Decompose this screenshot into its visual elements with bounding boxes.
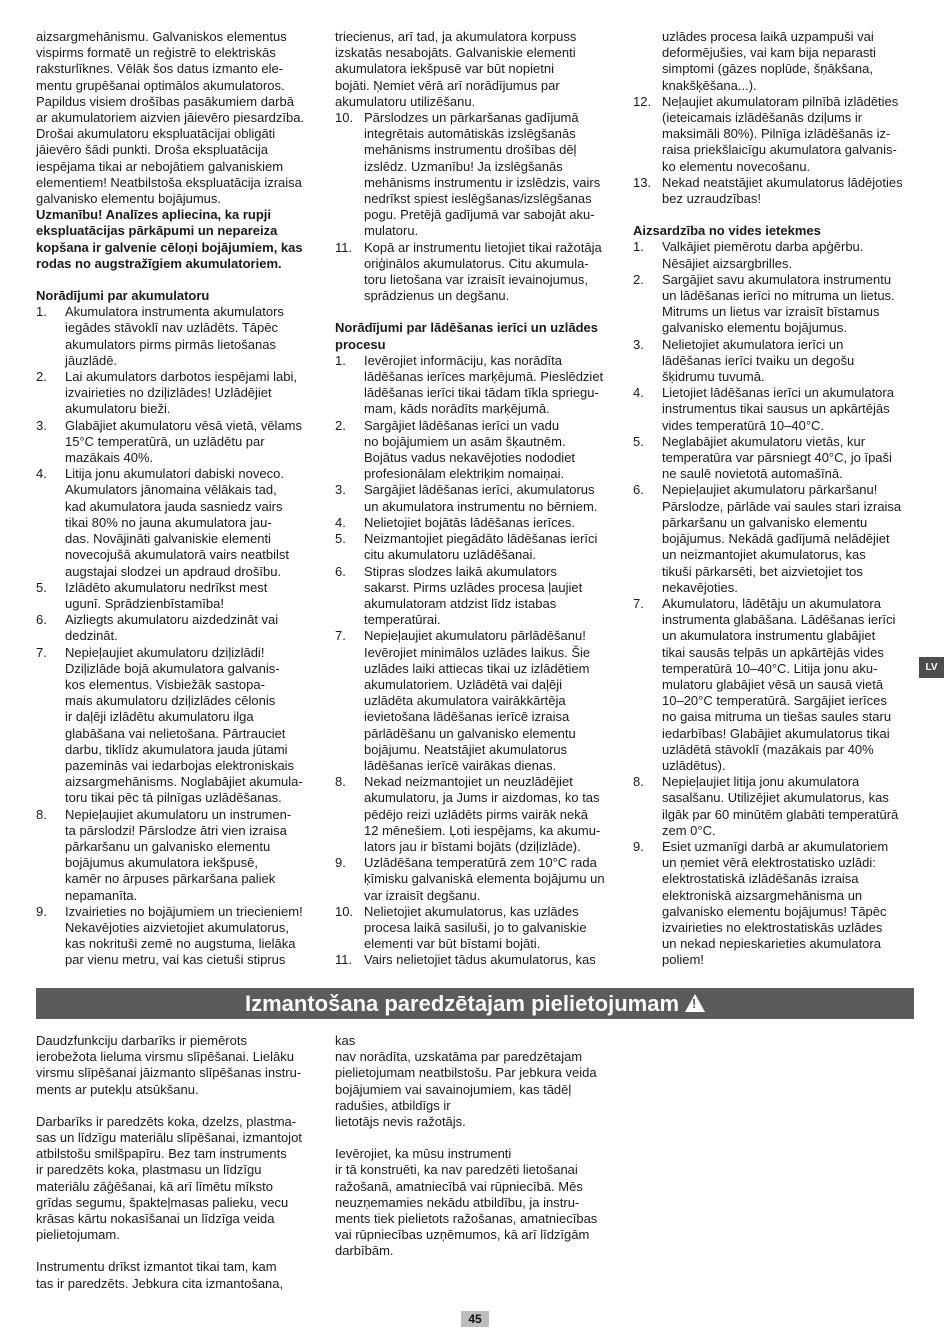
text-line: mais akumulatoru dziļizlādes cēlonis [65, 693, 276, 709]
text-line: ne saulē novietotā automašīnā. [662, 466, 843, 482]
charger-instructions-list [335, 353, 620, 969]
text-line: galvanisko elementu bojājumus. [662, 320, 847, 336]
language-tab: LV [919, 657, 944, 678]
list-item [335, 564, 620, 629]
list-item [633, 774, 915, 839]
text-line: ekspluatācijas pārkāpumi un nepareiza [36, 223, 278, 239]
text-line: zem 0°C. [662, 822, 716, 838]
text-line: Mitrums un lietus var izraisīt bīstamus [662, 304, 880, 320]
text-line: vai rūpniecības uzņēmumos, kā arī līdzīgām [335, 1227, 590, 1243]
list-item [36, 369, 319, 418]
list-item-number: 5. [36, 579, 47, 595]
text-line: ugunī. Sprādzienbīstamība! [65, 595, 224, 611]
text-line: Izlādēto akumulatoru nedrīkst mest [65, 579, 268, 595]
text-line: grīdas segumu, špakteļmasas palieku, vecu [36, 1194, 289, 1210]
list-item [335, 628, 620, 774]
text-line: Nēsājiet aizsargbrilles. [662, 255, 793, 271]
text-line: lietotājs nevis ražotājs. [335, 1114, 466, 1130]
text-line: elektrostatiskā izlādēšanās izraisa [662, 871, 859, 887]
intended-use-paragraph-3 [36, 1259, 319, 1291]
intended-use-paragraph-1 [36, 1033, 319, 1098]
list-item-number: 7. [335, 628, 346, 644]
text-line: bojājumus akumulatora iekšpusē, [65, 855, 258, 871]
text-line: Instrumentu drīkst izmantot tikai tam, kam [36, 1259, 277, 1275]
text-line: Nelietojiet bojātās lādēšanas ierīces. [364, 514, 576, 530]
text-line: aizsargmehānismu. Galvaniskos elementus [36, 29, 287, 44]
list-item [335, 515, 620, 531]
section-banner [36, 988, 914, 1019]
text-line: ar akumulatoriem aizvien jāievēro piesardzība. [36, 110, 305, 126]
list-item-number: 6. [36, 612, 47, 628]
list-item-number: 6. [335, 563, 346, 579]
text-line: šķidrumu tuvumā. [662, 369, 765, 385]
text-line: Esiet uzmanīgi darbā ar akumulatoriem [662, 838, 889, 854]
text-line: sasalšanu. Utilizējiet akumulatorus, kas [662, 790, 889, 806]
list-item [36, 580, 319, 612]
list-item [335, 774, 620, 855]
text-line: nekavējoties. [662, 579, 738, 595]
text-line: Kopā ar instrumentu lietojiet tikai ražotāja [364, 239, 602, 255]
text-line: Nepieļaujiet akumulatoru pārkaršanu! [662, 482, 878, 498]
environment-protection-heading: Aizsardzība no vides ietekmes [633, 223, 821, 239]
list-item [633, 239, 915, 271]
text-line: iedarbības! Glabājiet akumulatorus tikai [662, 725, 890, 741]
text-line: kos elementus. Visbiežāk sastopa- [65, 676, 265, 692]
text-line: bojājumus. Nekādā gadījumā nelādējiet [662, 531, 890, 547]
list-item-number: 7. [36, 644, 47, 660]
list-item-number: 7. [633, 595, 644, 611]
list-item [36, 304, 319, 369]
text-line: uzlādēta akumulatora vairākkārtēja [364, 693, 566, 709]
list-item [633, 482, 915, 595]
text-line: jāievēro šādi punkti. Droša ekspluatācija [36, 142, 268, 158]
text-line: neuzņemamies nekādu atbildību, ja instru- [335, 1194, 580, 1210]
text-line: akumulatoru bieži. [65, 401, 171, 417]
intended-use-right [335, 1033, 620, 1260]
text-line: iegādes stāvoklī nav uzlādēts. Tāpēc [65, 320, 278, 336]
text-line: Akumulatoru, lādētāju un akumulatora [662, 595, 881, 611]
text-line: un akumulatora instrumentu glabājiet [662, 628, 876, 644]
text-line: akumulatoru utilizēšanu. [335, 93, 476, 109]
text-line: bojājumu. Neatstājiet akumulatorus [364, 741, 568, 757]
text-line: augstajai slodzei un apdraud drošību. [65, 563, 282, 579]
text-line: uzlādes procesa laikā uzpampuši vai [662, 29, 874, 44]
text-line: izvairieties no dziļizlādes! Uzlādējiet [65, 385, 272, 401]
text-line: Sargājiet lādēšanas ierīci, akumulatorus [364, 482, 595, 498]
list-item [633, 839, 915, 969]
text-line: akumulatoram atdzist līdz istabas [364, 595, 557, 611]
list-item [335, 855, 620, 904]
text-line: mehānisms instrumentu drošības dēļ [364, 142, 577, 158]
page-number: 45 [461, 1311, 489, 1327]
text-line: no gaisa mitruma un tiešas saules staru [662, 709, 892, 725]
text-line: un akumulatora instrumentu no bērniem. [364, 498, 598, 514]
list-item [335, 110, 620, 240]
text-line: nepamanīta. [65, 887, 138, 903]
text-line: simptomi (gāzes noplūde, šņākšana, [662, 61, 874, 77]
text-line: procesu [335, 336, 386, 352]
text-line: instrumenta glabāšana. Lādēšanas ierīci [662, 612, 896, 628]
column-right [633, 29, 915, 969]
continued-paragraph [335, 29, 620, 110]
text-line: un lādēšanas ierīci no mitruma un lietus. [662, 288, 895, 304]
text-line: (ieteicamais izlādēšanās dziļums ir [662, 110, 863, 126]
text-line: integrētais automātiskās izslēgšanās [364, 126, 576, 142]
text-line: Ievērojiet informāciju, kas norādīta [364, 352, 562, 368]
text-line: aizsargmehānisms. Noglabājiet akumula- [65, 774, 303, 790]
charger-instructions-list-cont [633, 94, 915, 207]
text-line: materiālu zāģēšanai, kā arī līmētu mīksto [36, 1178, 273, 1194]
text-line: uzlādētā stāvoklī (mazākais par 40% [662, 741, 874, 757]
list-item [633, 596, 915, 774]
text-line: ments ar putekļu atsūkšanu. [36, 1081, 199, 1097]
text-line: ražošanā, amatniecībā vai rūpniecībā. Mēs [335, 1178, 583, 1194]
text-line: lādēšanas ierīcē vairākas dienas. [364, 757, 557, 773]
warning-paragraph [36, 207, 319, 272]
text-line: vides temperatūrā 10–40°C. [662, 417, 825, 433]
text-line: raksturlīknes. Vēlāk šos datus izmanto ele- [36, 61, 284, 77]
text-line: Nepieļaujiet akumulatoru un instrumen- [65, 806, 292, 822]
text-line: procesa laikā sasiluši, jo to galvaniskie [364, 919, 587, 935]
text-line: pielietojumam. [36, 1227, 120, 1243]
list-item [36, 418, 319, 467]
list-item-number: 11. [335, 239, 353, 255]
list-item-number: 10. [335, 110, 354, 126]
text-line: 10–20°C temperatūrā. Sargājiet ierīces [662, 693, 887, 709]
text-line: akumulatora iekšpusē var būt nopietni [335, 61, 554, 77]
text-line: izslēdz. Uzmanību! Ja izslēgšanās [364, 158, 563, 174]
list-item-number: 1. [335, 352, 346, 368]
text-line: bojājumiem vai savainojumiem, kas tādēļ [335, 1081, 572, 1097]
text-line: Glabājiet akumulatoru vēsā vietā, vēlams [65, 417, 303, 433]
text-line: das. Novājināti galvaniskie elementi [65, 531, 271, 547]
text-line: kas nokrituši zemē no augstuma, lielāka [65, 936, 296, 952]
text-line: Pārslodze, pārlāde vai saules stari izraisa [662, 498, 902, 514]
text-line: kas [335, 1033, 356, 1048]
list-item [633, 272, 915, 337]
text-line: 12 mēnešiem. Ļoti iespējams, ka akumu- [364, 822, 601, 838]
text-line: Uzmanību! Analīzes apliecina, ka rupji [36, 207, 272, 223]
text-line: uzlādētus). [662, 757, 726, 773]
intended-use-paragraph-4 [335, 1033, 620, 1130]
text-line: jāuzlādē. [65, 352, 118, 368]
column-left [36, 29, 319, 969]
list-item [335, 353, 620, 418]
text-line: uzlādes laiki attiecas tikai uz izlādētiem [364, 660, 590, 676]
list-item-number: 4. [335, 514, 346, 530]
text-line: lators jau ir bīstami bojāts (dziļizlāde). [364, 838, 581, 854]
text-line: Vairs nelietojiet tādus akumulatorus, kas [364, 952, 596, 968]
text-line: kamēr no ārpuses pārkaršana paliek [65, 871, 276, 887]
text-line: tikai sausās telpās un apkārtējās vides [662, 644, 884, 660]
list-item [633, 434, 915, 483]
text-line: Izvairieties no bojājumiem un triecieniem! [65, 903, 303, 919]
text-line: Nepieļaujiet akumulatoru dziļizlādi! [65, 644, 265, 660]
list-item [335, 240, 620, 305]
text-line: radušies, atbildīgs ir [335, 1097, 451, 1113]
text-line: pazeminās vai iedarbojas elektroniskais [65, 757, 295, 773]
text-line: Nepieļaujiet litija jonu akumulatora [662, 774, 860, 790]
text-line: krāsas kārtu nokasīšanai un līdzīga veida [36, 1211, 275, 1227]
text-line: Papildus visiem drošības pasākumiem darbā [36, 93, 294, 109]
text-line: lādēšanas ierīci tvaiku un degošu [662, 352, 855, 368]
list-item-number: 8. [36, 806, 47, 822]
text-line: toru lietošana var izraisīt ievainojumus, [364, 272, 588, 288]
text-line: instrumentus tikai sausus un apkārtējās [662, 401, 890, 417]
list-item [36, 645, 319, 807]
text-line: galvanisko elementu bojājumus. [36, 191, 221, 207]
text-line: maksimāli 80%). Pilnīga izlādēšanās iz- [662, 126, 891, 142]
text-line: raisa priekšlaicīgu akumulatora galvanis- [662, 142, 897, 158]
text-line: temperatūra var pārsniegt 40°C, jo īpaši [662, 450, 892, 466]
text-line: novecojušā akumulatorā vairs neatbilst [65, 547, 290, 563]
list-item [36, 612, 319, 644]
list-item-number: 12. [633, 93, 652, 109]
text-line: vispirms formatē un reģistrē to elektriskās [36, 45, 276, 61]
text-line: mentu grupēšanai optimālos akumulatoros. [36, 77, 285, 93]
text-line: var izraisīt degšanu. [364, 887, 481, 903]
list-item-number: 3. [36, 417, 47, 433]
text-line: galvanisko elementu bojājumus! Tāpēc [662, 903, 887, 919]
text-line: Akumulators jānomaina vēlākais tad, [65, 482, 277, 498]
text-line: pielietojumam neatbilstošu. Par jebkura veida [335, 1065, 597, 1081]
text-line: sakarst. Pirms uzlādes procesa ļaujiet [364, 579, 583, 595]
text-line: par vienu metru, vai kas cietuši stiprus [65, 952, 286, 968]
text-line: mazākais 40%. [65, 450, 154, 466]
text-line: Nepieļaujiet akumulatoru pārlādēšanu! [364, 628, 586, 644]
text-line: mulatoru. [364, 223, 419, 239]
text-line: Nekad neizmantojiet un neuzlādējiet [364, 774, 573, 790]
intended-use-left [36, 1033, 319, 1292]
list-item [36, 807, 319, 904]
text-line: Sargājiet savu akumulatora instrumentu [662, 271, 892, 287]
text-line: atbilstošu smilšpapīru. Bez tam instruments [36, 1146, 287, 1162]
list-item-number: 11. [335, 952, 353, 968]
text-line: elektroniskā aizsargmehānisma un [662, 887, 863, 903]
text-line: Nelietojiet akumulatorus, kas uzlādes [364, 903, 579, 919]
list-item-number: 5. [633, 433, 644, 449]
text-line: akumulatoriem. Uzlādētā vai daļēji [364, 676, 562, 692]
text-line: kopšana ir galvenie cēloņi bojājumiem, kas [36, 239, 303, 255]
text-line: Drošai akumulatoru ekspluatācijai obligāti [36, 126, 276, 142]
text-line: Nekavējoties aizvietojiet akumulatorus, [65, 919, 289, 935]
text-line: tas ir paredzēts. Jebkura cita izmantošana, [36, 1275, 284, 1291]
text-line: ir daļēji izlādētu akumulatoru ilga [65, 709, 254, 725]
text-line: bojāti. Ņemiet vērā arī norādījumus par [335, 77, 560, 93]
intended-use-paragraph-2 [36, 1114, 319, 1244]
list-item-number: 3. [633, 336, 644, 352]
text-line: glabāšana vai nelietošana. Pārtrauciet [65, 725, 286, 741]
text-line: Stipras slodzes laikā akumulators [364, 563, 557, 579]
list-item-number: 2. [633, 271, 644, 287]
text-line: Valkājiet piemērotu darba apģērbu. [662, 239, 864, 255]
text-line: ir paredzēts koka, plastmasu un līdzīgu [36, 1162, 262, 1178]
text-line: profesionālam elektriķim nomaiņai. [364, 466, 565, 482]
text-line: rodas no augstražīgiem akumulatoriem. [36, 255, 282, 271]
text-line: izvairieties no elektrostatiskās uzlādes [662, 919, 883, 935]
list-item-number: 6. [633, 482, 644, 498]
text-line: un ņemiet vērā elektrostatisko uzlādi: [662, 855, 876, 871]
warning-triangle-icon [685, 994, 705, 1012]
text-line: no bojājumiem un asām šķautnēm. [364, 433, 566, 449]
text-line: sprādzienus un degšanu. [364, 288, 510, 304]
list-item-number: 5. [335, 531, 346, 547]
text-line: un nekad nepieskarieties akumulatora [662, 936, 881, 952]
text-line: lādēšanas ierīces marķējumā. Pieslēdziet [364, 369, 604, 385]
text-line: nedrīkst spiest ieslēgšanas/izslēgšanas [364, 191, 592, 207]
charger-instructions-heading [335, 320, 620, 352]
list-item-number: 9. [36, 903, 47, 919]
list-item [36, 904, 319, 969]
list-item-number: 10. [335, 903, 354, 919]
text-line: dedzināt. [65, 628, 118, 644]
text-line: Neizmantojiet piegādāto lādēšanas ierīci [364, 531, 598, 547]
text-line: knakšķēšana...). [662, 77, 757, 93]
list-item-number: 8. [633, 774, 644, 790]
text-line: elementiem! Neatbilstoša ekspluatācija izraisa [36, 174, 302, 190]
list-item [335, 952, 620, 968]
text-line: toru tikai pēc tā pilnīgas uzlādēšanas. [65, 790, 282, 806]
text-line: kad akumulatora jauda sasniedz vairs [65, 498, 283, 514]
text-line: pārkaršanu un galvanisko elementu [662, 514, 868, 530]
list-item [335, 531, 620, 563]
text-line: ķīmisku galvaniskā elementa bojājumu un [364, 871, 605, 887]
text-line: Ievērojiet minimālos uzlādes laikus. Šie [364, 644, 591, 660]
text-line: pārlādēšanu un galvanisko elementu [364, 725, 576, 741]
text-line: lādēšanas ierīci tikai tādam tīkla spriegu- [364, 385, 599, 401]
text-line: tikai 80% no jauna akumulatora jau- [65, 514, 272, 530]
text-line: iespējama tikai ar nebojātiem galvaniskiem [36, 158, 284, 174]
text-line: ko elementu novecošanu. [662, 158, 811, 174]
list-item-number: 1. [633, 239, 644, 255]
text-line: Bojātus vadus nekavējoties nododiet [364, 450, 576, 466]
list-item-number: 4. [633, 385, 644, 401]
text-line: ierobežota lieluma virsmu slīpēšanai. Lielāku [36, 1049, 294, 1065]
list-item-number: 3. [335, 482, 346, 498]
text-line: temperatūrā 10–40°C. Litija jonu aku- [662, 660, 878, 676]
text-line: akumulators pirms pirmās lietošanas [65, 336, 276, 352]
text-line: nav norādīta, uzskatāma par paredzētajam [335, 1049, 583, 1065]
list-item-number: 8. [335, 774, 346, 790]
section-title: Izmantošana paredzētajam pielietojumam [244, 991, 680, 1016]
list-item-number: 13. [633, 174, 652, 190]
text-line: Daudzfunkciju darbarīks ir piemērots [36, 1033, 247, 1048]
text-line: Litija jonu akumulatori dabiski noveco. [65, 466, 284, 482]
text-line: Lietojiet lādēšanas ierīci un akumulatora [662, 385, 894, 401]
text-line: ta pārslodzi! Pārslodze ātri vien izraisa [65, 822, 287, 838]
text-line: un neizmantojiet akumulatorus, kas [662, 547, 866, 563]
text-line: pogu. Pretējā gadījumā var sabojāt aku- [364, 207, 595, 223]
text-line: Neglabājiet akumulatoru vietās, kur [662, 433, 866, 449]
text-line: mulatoru glabājiet vēsā un sausā vietā [662, 676, 884, 692]
list-item-number: 9. [633, 838, 644, 854]
text-line: Nelietojiet akumulatora ierīci un [662, 336, 844, 352]
text-line: akumulatoru, ja Jums ir aizdomas, ko tas [364, 790, 600, 806]
text-line: tikuši pārkarsēti, bet aizvietojiet tos [662, 563, 863, 579]
battery-instructions-list [36, 304, 319, 968]
list-item [633, 175, 915, 207]
text-line: Norādījumi par lādēšanas ierīci un uzlādes [335, 320, 598, 336]
text-line: Dziļizlāde bojā akumulatora galvanis- [65, 660, 280, 676]
text-line: darbu, tiklīdz akumulatora jauda jūtami [65, 741, 288, 757]
text-line: pārkaršanu un galvanisko elementu [65, 838, 271, 854]
text-line: Ievērojiet, ka mūsu instrumenti [335, 1146, 512, 1162]
list-item [633, 385, 915, 434]
text-line: Uzlādēšana temperatūrā zem 10°C rada [364, 855, 597, 871]
battery-instructions-heading: Norādījumi par akumulatoru [36, 288, 210, 304]
list-item-number: 9. [335, 855, 346, 871]
text-line: Darbarīks ir paredzēts koka, dzelzs, plastma- [36, 1113, 297, 1129]
text-line: Lai akumulators darbotos iespējami labi, [65, 369, 297, 385]
text-line: ilgāk par 60 minūtēm glabāti temperatūrā [662, 806, 899, 822]
text-line: izskatās nesabojāts. Galvaniskie elementi [335, 45, 576, 61]
list-item [36, 466, 319, 579]
text-line: Nekad neatstājiet akumulatorus lādējoties [662, 174, 903, 190]
list-item-number: 2. [36, 369, 47, 385]
text-line: elementi var būt bīstami bojāti. [364, 936, 541, 952]
list-item [633, 337, 915, 386]
text-line: ir tā konstruēti, ka nav paredzēti lietošanai [335, 1162, 578, 1178]
text-line: darbībām. [335, 1243, 394, 1259]
intro-paragraph [36, 29, 319, 207]
list-item-number: 4. [36, 466, 47, 482]
environment-protection-list [633, 239, 915, 968]
text-line: triecienus, arī tad, ja akumulatora korpuss [335, 29, 577, 44]
text-line: deformējušies, vai kam bija neparasti [662, 45, 876, 61]
text-line: sas un līdzīgu materiālu slīpēšanai, izmantojot [36, 1130, 302, 1146]
list-item [335, 418, 620, 483]
text-line: oriģinālos akumulatorus. Citu akumula- [364, 255, 589, 271]
continued-item-text [633, 29, 915, 94]
text-line: Pārslodzes un pārkaršanas gadījumā [364, 110, 579, 126]
text-line: Neļaujiet akumulatoram pilnībā izlādēties [662, 93, 899, 109]
list-item-number: 2. [335, 417, 346, 433]
battery-instructions-list-cont [335, 110, 620, 304]
text-line: temperatūrai. [364, 612, 441, 628]
text-line: Sargājiet lādēšanas ierīci un vadu [364, 417, 560, 433]
text-line: mam, kāds norādīts marķējumā. [364, 401, 550, 417]
column-middle [335, 29, 620, 969]
text-line: Akumulatora instrumenta akumulators [65, 304, 284, 320]
list-item [335, 482, 620, 514]
text-line: 15°C temperatūrā, un uzlādētu par [65, 433, 265, 449]
text-line: Aizliegts akumulatoru aizdedzināt vai [65, 612, 279, 628]
text-line: citu akumulatoru uzlādēšanai. [364, 547, 536, 563]
intended-use-paragraph-5 [335, 1146, 620, 1259]
text-line: mehānisms instrumentu ir izslēdzis, vairs [364, 174, 601, 190]
text-line: virsmu slīpēšanai jāizmanto slīpēšanas instru- [36, 1065, 302, 1081]
text-line: bez uzraudzības! [662, 191, 762, 207]
list-item [633, 94, 915, 175]
text-line: ievietošana lādēšanas ierīcē izraisa [364, 709, 570, 725]
list-item-number: 1. [36, 304, 47, 320]
text-line: pēdējo reizi uzlādēts pirms vairāk nekā [364, 806, 588, 822]
text-line: poliem! [662, 952, 704, 968]
list-item [335, 904, 620, 953]
text-line: ments tiek pielietots ražošanas, amatniecības [335, 1211, 598, 1227]
